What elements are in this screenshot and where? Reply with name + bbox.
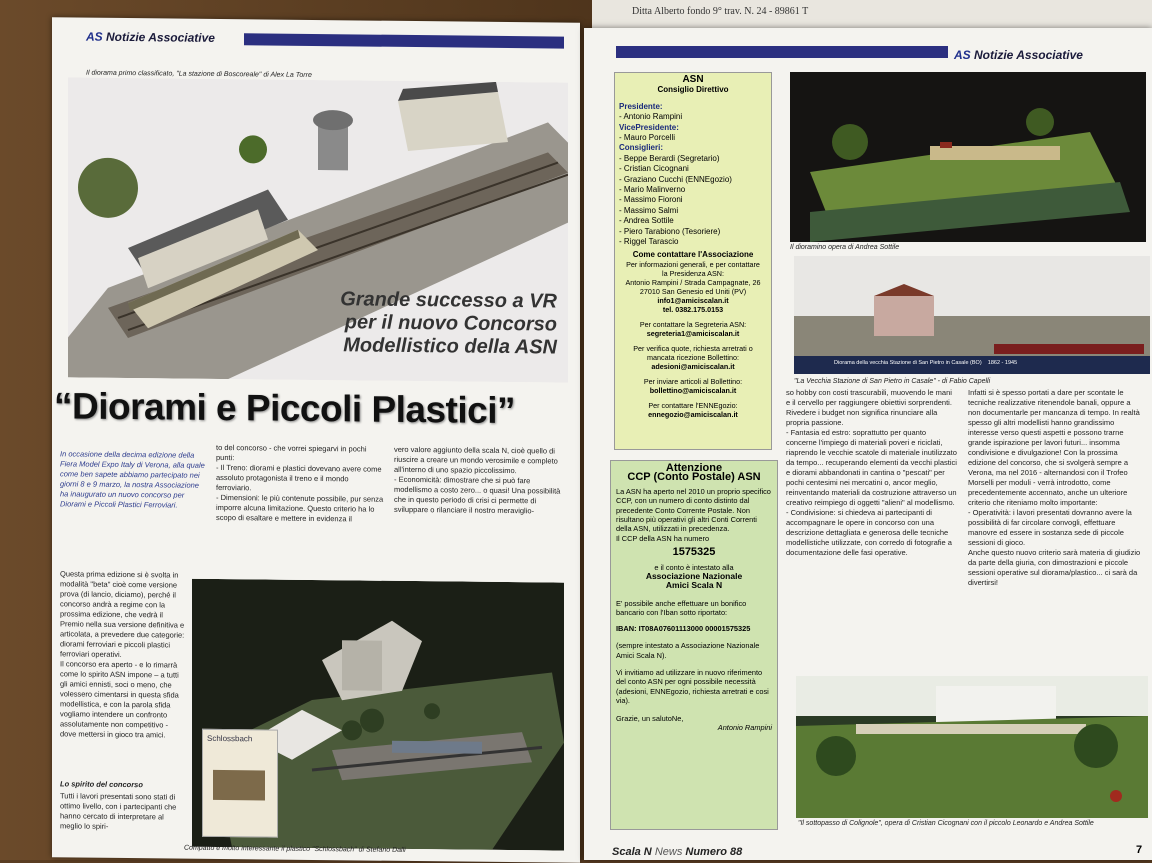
board-member: - Massimo Salmi — [619, 205, 679, 215]
body-column-a: so hobby con costi trascurabili, muovendo le mani e il cervello per raggiungere obiettivi sorprendenti. Rivedere i budget non significa rinunciare alla propria passione. - Fantasia ed estro: soprattutto per quanto concerne l'impiego di materiali poveri e riciclati, riaprendo le vecchie scatole di materiale inutilizzato da tempo... recuperando elementi da vecchi plastici e diorami abbandonati in cantina o "pescati" per pochi centesimi nei mercatini o, ancor meglio, reinventando materiali da costruzione attraverso un creativo reimpiego di oggetti "alieni" al modellismo. - Condivisione: si chiedeva ai partecipanti di accompagnare le opere in concorso con una descrizione dettagliata e generosa delle tecniche modellistiche utilizzate, con corredo di fotografie a documentazione delle fasi operative. — [786, 388, 957, 557]
contact-email[interactable]: info1@amiciscalan.it — [657, 295, 729, 305]
article-kicker — [307, 288, 557, 360]
footer-news: News — [654, 846, 683, 858]
contact-line: Per informazioni generali, e per contattare — [626, 259, 760, 269]
vice-name: - Mauro Porcelli — [619, 133, 676, 143]
board-member: - Beppe Berardi (Segretario) — [619, 153, 720, 163]
background-paper-text: Ditta Alberto fondo 9° trav. N. 24 - 89861 T — [632, 6, 809, 17]
asn-logo: AS — [86, 29, 103, 44]
body-column-b: Infatti si è spesso portati a dare per scontate le tecniche realizzative ritenendole banali, oppure a non documentarle per mancanza di tempo. In realtà spesso gli altri modellisti hanno grandissimo interesse verso questi aspetti e possono trarne grande ispirazione per lavori futuri... insomma condivisione e divulgazione! Con la prossima edizione del concorso, che si svolgerà sempre a Verona, ma nel 2016 - alternandosi con il Trofeo Morselli per moduli - verrà introdotto, come precedentemente accennato, anche un ulteriore criterio che riteniamo molto importante: - Operatività: i lavori presentati dovranno avere la possibilità di far circolare convogli, effettuare manovre ed essere in sostanza sede di piccole sessioni di gioco. Anche questo nuovo criterio sarà materia di giudizio da parte della giuria, con dimostrazioni e piccole sessioni operative sul diorama/plastico... ci sarà da divertirsi! — [968, 388, 1141, 587]
vice-label: VicePresidente: — [619, 122, 679, 132]
diorama-photo-san-pietro — [794, 256, 1150, 374]
contact-line: 27010 San Genesio ed Uniti (PV) — [639, 286, 747, 296]
bulletin-email[interactable]: bollettino@amiciscalan.it — [649, 385, 737, 395]
ccp-paragraph: Il CCP della ASN ha numero — [616, 533, 710, 543]
membership-label: Per verifica quote, richiesta arretrati o — [633, 343, 753, 353]
membership-email[interactable]: adesioni@amiciscalan.it — [651, 361, 735, 371]
body-column-2: to del concorso - che vorrei spiegarvi in pochi punti: - Il Treno: diorami e plastici dovevano avere come assoluto protagonista il treno e il mondo ferroviario. - Dimensioni: le più contenute possibile, pur senza imporre alcuna limitazione. Questo criterio ha lo scopo di esaltare e mettere in evidenza il — [216, 442, 384, 524]
body-column-3: vero valore aggiunto della scala N, cioè quello di riuscire a creare un mondo verosimile e completo all'interno di uno spazio piccolissimo. - Economicità: dimostrare che si può fare modellismo a costo zero... o quasi! Una possibilità che in questo periodo di crisi ci permette di sviluppare o rilanciare il nostro meraviglio- — [394, 444, 561, 516]
section-header — [86, 30, 215, 45]
contact-line: Antonio Rampini / Strada Campagnate, 26 — [625, 277, 761, 287]
body-column-1: Questa prima edizione si è svolta in modalità "beta" cioè come versione prova (di lancio, diciamo), perché il concorso andrà a regime con la prossima edizione, che vedrà il Premio nella sua versione definitiva e articolata, a prevedere due categorie: diorami ferroviari e piccoli plastici ferroviari operativi. Il concorso era aperto - e lo rimarrà come lo spirito ASN impone – a tutti gli amici ennisti, soci o meno, che volessero cimentarsi in questa sfida modellistica, e con la parola sfida vogliamo intendere un confronto assolutamente non competitivo - dove mettersi in gioco tra amici. — [60, 569, 185, 740]
president-name: - Antonio Rampini — [619, 112, 683, 122]
subsection-body: Tutti i lavori presentati sono stati di ottimo livello, con i partecipanti che hanno cercato di interpretare al meglio lo spiri- — [60, 791, 177, 831]
shop-email[interactable]: ennegozio@amiciscalan.it — [648, 409, 738, 419]
ccp-paragraph: La ASN ha aperto nel 2010 un proprio specifico CCP, con un numero di conto distinto dal precedente Conto Corrente Postale. Non risultano più operativi gli altri Conti Correnti della ASN, utilizzati in precedenza. — [616, 486, 771, 534]
article-headline: “Diorami e Piccoli Plastici” — [54, 385, 516, 432]
photo-caption: "Il sottopasso di Colignole", opera di Cristian Cicognani con il piccolo Leonardo e Andrea Sottile — [798, 820, 1094, 827]
section-header — [954, 48, 1083, 62]
ccp-holder: Amici Scala N — [665, 580, 723, 591]
asn-directory-box — [614, 72, 772, 450]
board-member: - Mario Malinverno — [619, 185, 686, 195]
board-member: - Massimo Fioroni — [619, 195, 683, 205]
diorama-photo-sottile — [790, 72, 1146, 242]
kicker-line: Grande successo a VR — [340, 288, 557, 313]
board-label: Consiglieri: — [619, 143, 664, 153]
header-rule — [244, 33, 564, 48]
president-label: Presidente: — [619, 101, 663, 111]
board-member: - Cristian Cicognani — [619, 164, 689, 174]
bulletin-label: Per inviare articoli al Bollettino: — [643, 376, 743, 386]
right-page — [584, 28, 1152, 860]
ccp-paragraph: e il conto è intestato alla — [654, 562, 734, 572]
secretary-label: Per contattare la Segreteria ASN: — [639, 319, 747, 329]
ccp-title: Attenzione — [665, 462, 723, 474]
ccp-holder: Associazione Nazionale — [645, 571, 743, 582]
ccp-iban: IBAN: IT08A07601113000 00001575325 — [616, 623, 751, 633]
footer-issue: Numero 88 — [685, 846, 743, 858]
photo-caption: Il dioramino opera di Andrea Sottile — [790, 244, 900, 251]
asn-logo: AS — [954, 48, 971, 62]
diorama-sign: Diorama della vecchia Stazione di San Pietro in Casale (BO) 1862 - 1945 — [834, 360, 1018, 366]
footer-brand — [612, 846, 742, 858]
schlossbach-booklet — [202, 729, 278, 838]
ccp-paragraph: E' possibile anche effettuare un bonifico bancario con l'Iban sotto riportato: — [616, 598, 747, 618]
left-page — [52, 17, 580, 863]
ccp-notice-box — [610, 460, 778, 830]
shop-label: Per contattare l'ENNEgozio: — [648, 400, 738, 410]
ccp-paragraph: Vi invitiamo ad utilizzare in nuovo riferimento del conto ASN per ogni possibile necessità (adesioni, ENNEgozio, richiesta arretrati e cosi via). — [616, 667, 769, 706]
ccp-subtitle: CCP (Conto Postale) ASN — [627, 471, 761, 484]
contact-line: la Presidenza ASN: — [662, 268, 724, 278]
contact-title: Come contattare l'Associazione — [632, 249, 754, 259]
section-title: Notizie Associative — [106, 29, 215, 45]
board-member: - Graziano Cucchi (ENNEgozio) — [619, 174, 732, 184]
photo-caption: Compatto e molto interessante il plastico "Schlossbach" di Stefano Dalli — [184, 844, 406, 854]
board-member: - Andrea Sottile — [619, 216, 674, 226]
box-title: ASN — [682, 74, 704, 85]
ccp-paragraph: (sempre intestato a Associazione Nazionale Amici Scala N). — [616, 641, 760, 660]
ccp-signature: Antonio Rampini — [717, 722, 772, 732]
photo-caption: "La Vecchia Stazione di San Pietro in Casale" - di Fabio Capelli — [794, 378, 991, 385]
intro-paragraph: In occasione della decima edizione della Fiera Model Expo Italy di Verona, alla quale come ben sapete abbiamo partecipato nei giorni 8 e 9 marzo, la nostra Associazione ha inaugurato un nuovo concorso per Diorami e Piccoli Plastici Ferroviari. — [60, 449, 205, 510]
kicker-line: Modellistico della ASN — [343, 334, 557, 359]
ccp-greeting: Grazie, un salutoNe, — [616, 713, 684, 723]
header-rule — [616, 46, 948, 58]
subsection-title: Lo spirito del concorso — [60, 779, 143, 790]
kicker-line: per il nuovo Concorso — [344, 311, 557, 336]
footer-title: Scala N — [612, 846, 652, 858]
box-subtitle: Consiglio Direttivo — [657, 85, 729, 95]
booklet-title: Schlossbach — [207, 733, 253, 744]
secretary-email[interactable]: segreteria1@amiciscalan.it — [646, 328, 740, 338]
board-member: - Piero Tarabiono (Tesoriere) — [619, 226, 721, 236]
board-member: - Riggel Tarascio — [619, 237, 679, 247]
contact-phone: tel. 0382.175.0153 — [662, 304, 724, 314]
diorama-photo-colignole — [796, 676, 1148, 818]
membership-label: mancata ricezione Bollettino: — [647, 352, 739, 362]
ccp-number: 1575325 — [672, 546, 716, 559]
page-number: 7 — [1136, 844, 1143, 856]
booklet-image — [213, 770, 265, 801]
photo-caption: Il diorama primo classificato, "La stazione di Boscoreale" di Alex La Torre — [86, 69, 312, 79]
section-title: Notizie Associative — [974, 48, 1083, 62]
